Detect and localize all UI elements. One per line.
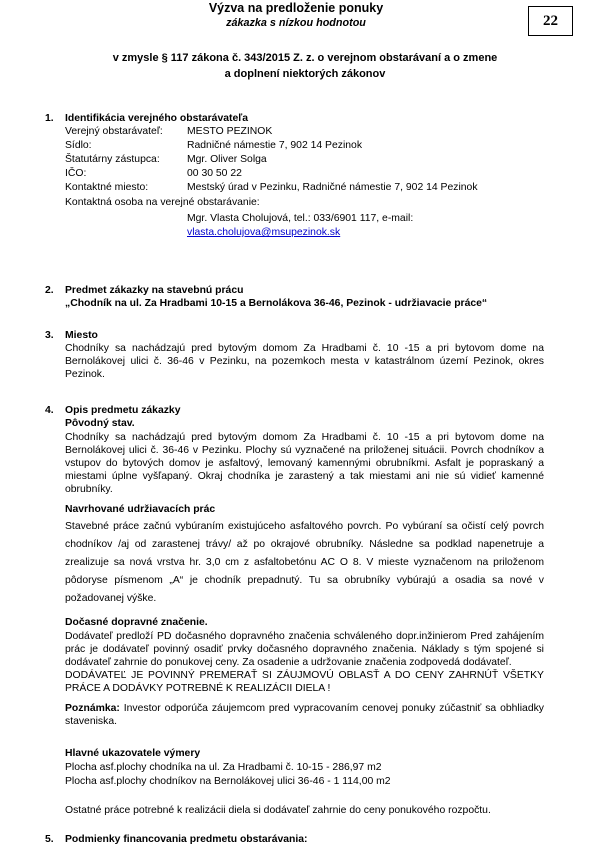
text-line: miestami úplne vyšľapaný. Okraj chodníka je zarastený a tak miestami ani nie sú vidieť kamenné [65,471,544,482]
contact-email-link[interactable]: vlasta.cholujova@msupezinok.sk [187,227,341,238]
info-value: Mestský úrad v Pezinku, Radničné námestie 7, 902 14 Pezinok [187,182,478,193]
section-5-title: Podmienky financovania predmetu obstarávania: [65,834,308,845]
law-reference-line1: v zmysle § 117 zákona č. 343/2015 Z. z. o verejnom obstarávaní a o zmene [112,52,498,64]
info-row-ico [65,167,242,180]
text-line: DODÁVATEĽ JE POVINNÝ PREMERAŤ SI ZÁUJMOVÚ OBLASŤ A DO CENY ZAHRNÚŤ VŠETKY [65,670,544,681]
text-line: obrubníky. [65,484,113,495]
document-subtitle: zákazka s nízkou hodnotou [226,17,366,29]
info-value: 00 30 50 22 [187,168,242,179]
info-value: Mgr. Oliver Solga [187,154,267,165]
note-line: Investor odporúča záujemcom pred vypracovaním cenovej ponuky zúčastniť sa obhliadky [119,703,544,714]
page-number-box: 22 [528,6,573,36]
works-text [65,518,544,608]
section-4-title: Opis predmetu zákazky [65,405,181,416]
indicator-item: Plocha asf.plochy chodníka na ul. Za Hradbami č. 10-15 - 286,97 m2 [65,762,382,773]
text-line: PRÁCE A DODÁVKY POTREBNÉ K REALIZÁCII DIELA ! [65,683,331,694]
info-row-contact-place [65,181,478,194]
info-label: Kontaktné miesto: [65,182,149,193]
works-heading: Navrhované udržiavacích prác [65,504,216,515]
text-line: zrealizuje sa nová vrstva hr. 3,0 cm z asfaltobetónu AC O 8. V mieste vyznačenom na priloženom [65,557,544,568]
info-label: IČO: [65,168,87,179]
text-line: prác je dodávateľ povinný osadiť prvky dočasného dopravného značenia. Náklady s tým spojené si [65,644,544,655]
info-label: Sídlo: [65,140,92,151]
indicator-item: Plocha asf.plochy chodníkov na Bernolákovej ulici 36-46 - 1 114,00 m2 [65,776,391,787]
contact-person-label: Kontaktná osoba na verejné obstarávanie: [65,197,260,208]
law-reference-line2: a doplnení niektorých zákonov [224,68,386,80]
section-3-number: 3. [45,330,54,341]
text-line: Stavebné práce začnú vybúraním existujúceho asfaltového povrch. Po vybúraní sa očistí celý povrch [65,521,544,532]
traffic-signs-text [65,630,544,695]
text-line: Chodníky sa nachádzajú pred bytovým domom Za Hradbami č. 10 -15 a pri bytovom dome na [65,432,544,443]
text-line: požadovanej výške. [65,593,157,604]
contact-person-value: Mgr. Vlasta Cholujová, tel.: 033/6901 117, e-mail: [187,213,414,224]
section-1-number: 1. [45,113,54,124]
text-line: Chodníky sa nachádzajú pred bytovým domom Za Hradbami č. 10 -15 a pri bytovom dome na [65,343,544,354]
section-3-title: Miesto [65,330,98,341]
info-value: Radničné námestie 7, 902 14 Pezinok [187,140,363,151]
info-row-authority [65,125,272,138]
note-label: Poznámka: [65,703,120,714]
text-line: Dodávateľ predloží PD dočasného dopravného značenia schváleného dopr.inžinierom Pred zahájením [65,631,544,642]
section-2-title: Predmet zákazky na stavebnú prácu [65,285,244,296]
note-text [65,702,544,728]
info-value: MESTO PEZINOK [187,126,273,137]
indicators-heading: Hlavné ukazovatele výmery [65,748,201,759]
section-2-number: 2. [45,285,54,296]
section-5-number: 5. [45,834,54,845]
text-line: dodávateľ zahrnie do ponukovej ceny. Za osadenie a udržovanie značenia zodpovedá dodávateľ. [65,657,512,668]
text-line: staveniska. [65,716,117,727]
section-1-title: Identifikácia verejného obstarávateľa [65,113,249,124]
info-label: Štatutárny zástupca: [65,154,160,165]
section-4-number: 4. [45,405,54,416]
traffic-signs-heading: Dočasné dopravné značenie. [65,617,208,628]
contract-subject: „Chodník na ul. Za Hradbami 10-15 a Bernolákova 36-46, Pezinok - udržiavacie práce“ [65,298,488,309]
text-line: vstupov do bytových domov je asfaltový, lemovaný kamennými obrubníkmi. Asfalt je popraskaný a [65,458,544,469]
original-state-heading: Pôvodný stav. [65,418,135,429]
text-line: pôdoryse písmenom „A“ je chodník prepadnutý. Tu sa obrubníky vybúrajú a osadia sa nové v [65,575,544,586]
document-title: Výzva na predloženie ponuky [208,1,384,15]
original-state-text [65,431,544,496]
info-row-seat [65,139,362,152]
text-line: chodníkov /aj od zarastenej trávy/ až po okrajové obrubníky. Následne sa podklad napenetruje a [65,539,544,550]
other-works-text: Ostatné práce potrebné k realizácii diela si dodávateľ zahrnie do ceny ponukového rozpočtu. [65,805,491,816]
text-line: Pezinok. [65,369,105,380]
location-text [65,342,544,381]
info-label: Verejný obstarávateľ: [65,126,163,137]
info-row-representative [65,153,267,166]
text-line: Bernolákovej ulici č. 36-46 v Pezinku, na pozemkoch mesta v katastrálnom území Pezinok, okres [65,356,544,367]
text-line: Bernolákovej ulici č. 36-46 v Pezinku. Plochy sú vyznačené na priloženej situácii. Povrch chodníkov a [65,445,544,456]
text-line [65,702,544,715]
